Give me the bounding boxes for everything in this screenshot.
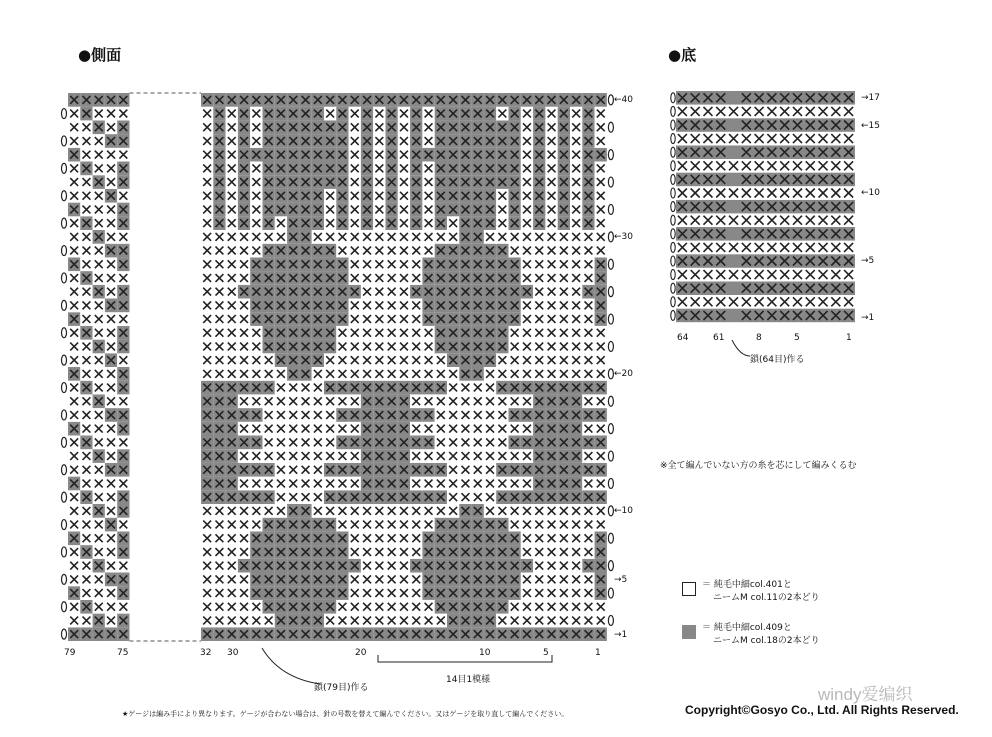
white-row [676,159,855,173]
chain-oval [671,229,675,239]
chain-oval [671,283,675,293]
chain-oval [671,215,675,225]
bottom-col-label-64: 64 [677,333,689,343]
bottom-title: ●底 [668,46,697,64]
gray-row [676,118,855,132]
bottom-chain-label: 鎖(64目)作る [750,355,805,365]
side-row-label-5: →5 [614,575,628,585]
legend-gray-swatch [682,625,696,639]
bottom-col-label-8: 8 [756,333,762,343]
side-row-label-20: ←20 [614,369,633,379]
side-title: ●側面 [78,46,122,64]
chain-oval [671,242,675,252]
legend-white-line1: ＝ 純毛中細col.401と [702,580,792,590]
chain-pointer [732,340,750,356]
bottom-row-label-1: →1 [861,313,875,323]
white-row [676,186,855,200]
side-row-label-30: ←30 [614,232,633,242]
legend-white-line2: ニームM col.11の2本どり [713,593,820,603]
white-row [676,105,855,119]
bottom-col-label-5: 5 [794,333,800,343]
side-row-label-10: ←10 [614,506,633,516]
bottom-row-label-5: →5 [861,256,875,266]
chain-oval [671,120,675,130]
gray-row [676,227,855,241]
gray-row [676,254,855,268]
side-row-label-40: ←40 [614,95,633,105]
gray-row [676,200,855,214]
watermark: windy爱编织 [818,685,913,704]
side-row-label-1: →1 [614,630,628,640]
white-row [676,295,855,309]
white-row [676,268,855,282]
chain-oval [671,270,675,280]
chain-oval [671,202,675,212]
chain-oval [671,310,675,320]
gray-row [676,91,855,105]
bottom-col-label-1: 1 [846,333,852,343]
side-col-label-10: 10 [479,648,491,658]
chain-oval [671,256,675,266]
chain-oval [671,93,675,103]
pattern-repeat-label: 14目1模様 [446,675,491,685]
gray-row [676,281,855,295]
side-col-label-1: 1 [595,648,601,658]
wrap-note: ※全て編んでいない方の糸を芯にして編みくるむ [660,461,857,471]
side-col-label-79: 79 [64,648,76,658]
side-col-label-75: 75 [117,648,129,658]
bottom-row-label-17: →17 [861,93,880,103]
bottom-row-label-10: ←10 [861,188,880,198]
chain-oval [671,106,675,116]
legend-gray-line2: ニームM col.18の2本どり [713,636,820,646]
white-row [676,132,855,146]
bottom-col-label-61: 61 [713,333,725,343]
gauge-note: ★ゲージは編み手により異なります。ゲージが合わない場合は、針の号数を替えて編んでください。又はゲージを取り直して編んでください。 [122,710,569,718]
side-chain-label: 鎖(79目)作る [314,683,369,693]
white-row [676,241,855,255]
gray-row [676,173,855,187]
side-col-label-20: 20 [355,648,367,658]
chain-oval [671,161,675,171]
bottom-row-label-15: ←15 [861,121,880,131]
gray-row [676,145,855,159]
chain-oval [671,147,675,157]
chain-oval [671,174,675,184]
chain-oval [671,297,675,307]
legend-white-swatch [682,582,696,596]
side-col-label-32: 32 [200,648,212,658]
side-col-label-5: 5 [543,648,549,658]
gray-row [676,309,855,323]
chain-oval [671,188,675,198]
chain-oval [671,134,675,144]
white-row [676,213,855,227]
legend-gray-line1: ＝ 純毛中細col.409と [702,623,792,633]
copyright: Copyright©Gosyo Co., Ltd. All Rights Reserved. [685,703,959,717]
side-col-label-30: 30 [227,648,239,658]
